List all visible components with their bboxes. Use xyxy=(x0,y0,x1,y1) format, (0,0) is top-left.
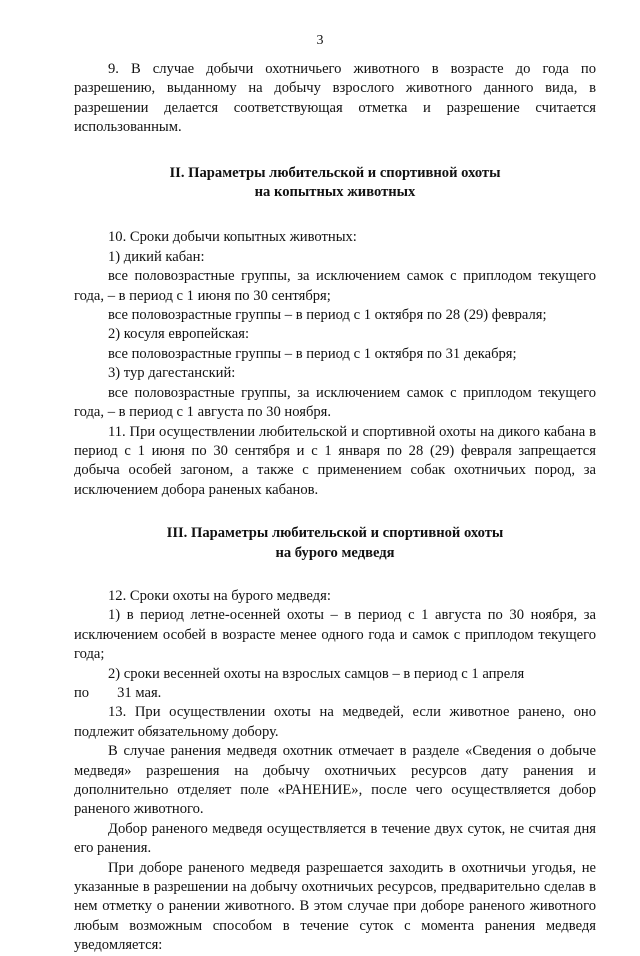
two-days-rule: Добор раненого медведя осуществляется в течение двух суток, не считая дня его ранения. xyxy=(74,820,596,857)
paragraph-12: 12. Сроки охоты на бурого медведя: xyxy=(108,587,331,604)
section-3-heading xyxy=(74,524,596,563)
paragraph-9: 9. В случае добычи охотничьего животного в возрасте до года по разрешению, выданному на добычу взрослого животного данного вида, в разрешении делается соответствующая отметка и разрешение считается использованным. xyxy=(74,61,596,136)
section-2-title-line2: на копытных животных xyxy=(254,184,416,201)
dagestan-tur-period: все половозрастные группы, за исключением самок с приплодом текущего года, – в период с 1 августа по 30 ноября. xyxy=(74,384,596,421)
wild-boar-period-a: все половозрастные группы, за исключением самок с приплодом текущего года, – в период с 1 июня по 30 сентября; xyxy=(74,268,596,304)
paragraph-13: 13. При осуществлении охоты на медведей, если животное ранено, оно подлежит обязательному добору. xyxy=(74,704,596,740)
spring-hunt: 2) сроки весенней охоты на взрослых самцов – в период с 1 апреля xyxy=(108,665,525,682)
page-number: 3 xyxy=(316,33,324,48)
spring-hunt-end xyxy=(74,684,596,703)
item-wild-boar: 1) дикий кабан: xyxy=(108,248,205,265)
summer-autumn-hunt: 1) в период летне-осенней охоты – в период с 1 августа по 30 ноября, за исключением особей в возрасте менее одного года и самок с приплодом текущего года; xyxy=(74,607,596,663)
paragraph-10: 10. Сроки добычи копытных животных: xyxy=(108,229,357,246)
item-dagestan-tur: 3) тур дагестанский: xyxy=(108,365,236,382)
wild-boar-period-b: все половозрастные группы – в период с 1 октября по 28 (29) февраля; xyxy=(108,307,547,324)
spring-po: по xyxy=(74,684,90,701)
section-3-title-line2: на бурого медведя xyxy=(275,544,395,561)
section-2-title-line1: II. Параметры любительской и спортивной охоты xyxy=(169,164,501,181)
hunting-grounds-rule: При доборе раненого медведя разрешается заходить в охотничьи угодья, не указанные в разрешении на добычу охотничьих ресурсов, предварительно сделав в нем отметку о ранении животного. В этом случае при доборе раненого животного любым возможным способом в течение суток с момента ранения медведя уведомляется: xyxy=(74,859,596,954)
document-body xyxy=(74,60,596,956)
wound-procedure: В случае ранения медведя охотник отмечает в разделе «Сведения о добыче медведя» разрешения на добычу охотничьих ресурсов дату ранения и дополнительно отделяет поле «РАНЕНИЕ», после чего осуществляется добор раненого животного. xyxy=(74,743,596,818)
spring-end-date: 31 мая. xyxy=(117,684,162,701)
item-roe-deer: 2) косуля европейская: xyxy=(108,326,250,343)
paragraph-11: 11. При осуществлении любительской и спортивной охоты на дикого кабана в период с 1 июня по 30 сентября и с 1 января по 28 (29) февраля запрещается добыча особей загоном, а также с применением собак охотничьих пород, за исключением добора раненых кабанов. xyxy=(74,423,596,498)
section-3-title-line1: III. Параметры любительской и спортивной охоты xyxy=(166,525,504,542)
roe-deer-period: все половозрастные группы – в период с 1 октября по 31 декабря; xyxy=(108,345,517,362)
section-2-heading xyxy=(74,164,596,203)
